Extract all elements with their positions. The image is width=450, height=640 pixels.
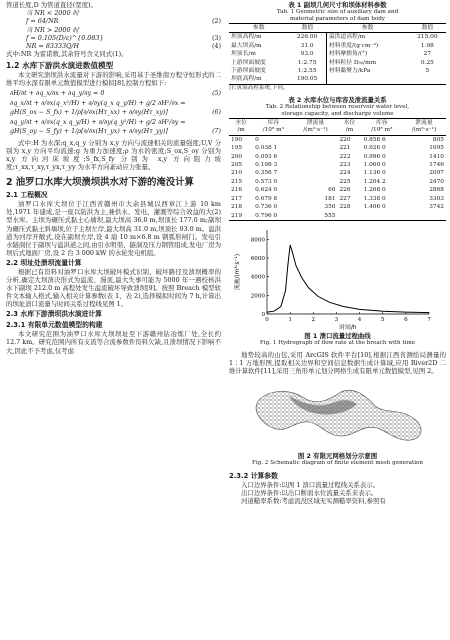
table2-cell [293, 178, 337, 186]
top-text: 管道长度,D 为管道直径(宽度)。 [6, 1, 97, 9]
table2-cell: 0.624 0 [255, 187, 278, 194]
equation-number: (5) [212, 90, 221, 98]
table2-row [229, 135, 446, 144]
table2-row [229, 195, 446, 203]
table2-cell: 218 [231, 204, 243, 211]
params-line-3: 河道糙率系数:考虑流没区域无实测糙率资料,参照有 [241, 497, 386, 506]
figure2-caption: 图 2 有限元网格划分示意图 [297, 452, 378, 461]
equation-row [6, 118, 221, 128]
table1-row [229, 59, 446, 67]
table2-header [337, 118, 361, 135]
table1-cell: 1:2.55 [297, 68, 317, 75]
table2-cell: 350 [324, 204, 336, 211]
table2-cell: 0.679 8 [255, 195, 278, 202]
section-2-3-1-title: 2.3.1 有限单元数值模型的构建 [6, 321, 103, 330]
x-tick-label: 7 [427, 316, 431, 323]
table2-cell: 226 [339, 187, 351, 194]
table1-cell: 下游坝面坡度 [231, 68, 266, 75]
table2-cell: 216 [231, 187, 243, 194]
table2-cell: 0.858 6 [363, 136, 386, 143]
table1-cell: 1:2.75 [297, 59, 317, 66]
table2-cell [362, 212, 402, 221]
table1-cell: 上游坝面坡度 [231, 59, 266, 66]
table1-cell: 31.0 [300, 42, 314, 49]
table1-cell: 材料重度/(g·cm⁻³) [326, 42, 408, 50]
hydrograph-chart [229, 224, 446, 332]
table1-cell: 最大坝高/m [231, 42, 262, 49]
table1-cell: 溢洪道高程/m [326, 33, 408, 42]
equation-text: ∂H/∂t + ∂q_x/∂x + ∂q_y/∂y = 0 [10, 90, 105, 98]
table1-cell: 1.98 [420, 42, 434, 49]
x-tick-label: 6 [404, 316, 408, 323]
table1-header: 参数 [326, 24, 408, 33]
table2-row [229, 153, 446, 161]
table2-cell [293, 144, 337, 152]
table2-cell: 0.996 0 [363, 153, 386, 160]
table1-cell [326, 75, 408, 84]
y-tick-label: 8000 [250, 237, 265, 244]
table2-cell: 181 [324, 195, 336, 202]
x-axis-label: 时间/h [339, 324, 357, 331]
table2-header-part: /10⁸ m³ [262, 126, 284, 133]
table2-header [253, 118, 293, 135]
table2-row [229, 161, 446, 169]
table1-cell: 215.00 [417, 34, 438, 41]
table2-header-part: /(m³·s⁻¹) [411, 126, 437, 133]
table2-cell: 1.060 0 [363, 162, 386, 169]
right-column [229, 0, 446, 505]
y-tick-label: 6000 [250, 255, 265, 262]
section-1-2-paragraph: 本文研究溃坝洪水流量对下游的影响,采用基于圣维南方程守恒形式的二维平均水深有限单元数值模型进行模拟[8],控制方程如下: [6, 71, 221, 88]
x-tick-label: 4 [357, 316, 362, 323]
table2 [229, 118, 446, 221]
table2-cell: 215 [231, 178, 243, 185]
table2-cell [293, 169, 337, 177]
section-2-2-title: 2.2 坝址处溃坝流量计算 [6, 258, 82, 267]
table1-row [229, 75, 446, 84]
table2-header [229, 118, 253, 135]
section-1-2-title: 1.2 水库下游洪水演进数值模型 [6, 61, 114, 71]
table2-cell [293, 153, 337, 161]
finite-element-mesh-figure [229, 378, 446, 452]
table2-title: 表 2 水库水位与库容及泄流量关系 [288, 95, 387, 104]
section-2-3-title: 2.3 水库下游溃坝洪水演进计算 [6, 310, 102, 319]
table1-cell: 材料黏聚力/kPa [326, 67, 408, 75]
section-2-title: 2 油罗口水库大坝溃坝洪水对下游的淹没计算 [6, 177, 194, 189]
equation-row [6, 99, 221, 109]
table2-row [229, 186, 446, 194]
section-2-2-paragraph: 根据已有资料对油罗口水库大坝破坏模式识别、破坏路径及溃坝概率的分析,确定大坝溃决形式为溢流、漫顶,最大失事可能为 5000 年一遇校核洪水下副坝 212.0 m 高程处发生溢流破坏导致溃坝[9]。按照 Breach 模型软件文本输入格式,输入相关计算参数(表 1、表 2),选择模拟时间为 7 h,计算出的坝址溃口流量与时间关系过程线见图 1。 [6, 267, 221, 309]
equation-row [6, 127, 221, 137]
table2-cell: 2868 [429, 187, 444, 194]
y-axis-label: 流量/(m³·s⁻¹) [235, 253, 241, 291]
table2-cell: 1.338 0 [363, 195, 386, 202]
table2-cell [402, 212, 446, 221]
x-tick-label: 0 [265, 316, 269, 323]
x-tick-label: 1 [288, 316, 292, 323]
table2-cell: 0.093 6 [255, 153, 278, 160]
table2-cell: 0.796 0 [253, 212, 293, 221]
equation-text: 当 NR > 2000 时 [26, 25, 79, 34]
figure1-caption: 图 1 溃口流量过程曲线 [304, 331, 371, 340]
equation-b-note: 式中:H 为水深;q_x,q_y 分别为 x,y 方向与流速相关的流量强度;U,V 分别为 x,y 方向平均流速;g 为重力加速度;ρ 为水的密度;S_ox,S_oy 分别为 x,y 方向河床坡度;S_fx,S_fy 分别为 x,y 方向阻力坡度;τ_xx,τ_xy,τ_yx,τ_yy 为水平方向紊动应力张量。 [6, 138, 221, 172]
table2-header [402, 118, 446, 135]
equation-text: NR = 83333Q/H [26, 41, 80, 50]
table1-cell: 226.00 [296, 34, 318, 41]
equation-number: (3) [211, 33, 221, 42]
table2-header-part: 水位 [343, 119, 356, 126]
table1-cell: 坝顶长/m [231, 51, 256, 58]
section-2-3-2-title: 2.3.2 计算参数 [229, 472, 278, 481]
table1-note: 注:黄海高程系统,下同。 [229, 84, 289, 91]
section-2-3-1-paragraph: 本文研究范围为油罗口水库大坝坝址至下游赣州钴冶炼厂处,全长约 12.7 km。研究范围内所有支流等合流参数件资料欠缺,且溃坝情况下影响不大,因此不予考虑,仅考虑 [6, 330, 221, 355]
table1-title-en-2: material parameters of dam body [290, 16, 385, 22]
table2-cell: 227 [339, 195, 351, 202]
table2-cell: 205 [231, 162, 243, 169]
table2-cell [337, 212, 361, 221]
table2-cell: 1410 [429, 153, 444, 160]
equation-number: (6) [212, 109, 221, 117]
table2-cell: 2470 [429, 178, 444, 185]
table1-cell [409, 75, 446, 84]
figure2-caption-en: Fig. 2 Schematic diagram of finite element mesh generation [252, 460, 423, 467]
table2-cell: 3742 [429, 204, 444, 211]
table2-cell: 224 [339, 170, 351, 177]
equation-text: f = 64/NR [26, 17, 59, 26]
y-tick-label: 0 [261, 311, 265, 318]
table2-cell: 3303 [429, 195, 444, 202]
y-tick-label: 2000 [250, 293, 265, 300]
left-column [6, 0, 221, 355]
table2-cell: 0.038 1 [255, 145, 278, 152]
table2-cell [293, 161, 337, 169]
table1-row [229, 33, 446, 42]
figure1-caption-en: Fig. 1 Hydrograph of flow rate at the breach with time [259, 339, 416, 346]
table2-cell: 1746 [429, 162, 444, 169]
table2-header-part: 库容 [375, 119, 388, 126]
x-tick-label: 3 [334, 316, 339, 323]
table2-cell: 1.268 0 [363, 187, 386, 194]
table1-cell: 坝顶高程/m [231, 34, 262, 41]
table2-cell: 210 [231, 170, 243, 177]
table2-header-part: 泄流量 [415, 119, 433, 126]
table1-cell: 0.25 [420, 59, 434, 66]
table1-cell: 93.0 [300, 51, 314, 58]
params-line-1: 入口边界条件:以图 1 溃口流量过程线关系表示。 [241, 481, 380, 490]
table2-title-en-1: Tab. 2 Relationship between reservoir water level, [265, 103, 410, 110]
table1-header: 参数 [229, 24, 288, 33]
table2-header-part: /m [237, 126, 245, 133]
table2-cell: 228 [339, 204, 351, 211]
table2-cell: 219 [229, 212, 253, 221]
table2-row [229, 169, 446, 177]
table1-header: 数值 [288, 24, 326, 33]
table2-cell: 0 [255, 136, 259, 143]
table2-cell: 1.406 0 [363, 204, 386, 211]
table2-header-part: /10⁸ m³ [371, 126, 393, 133]
equation-number: (2) [211, 17, 221, 26]
table2-cell: 222 [339, 153, 351, 160]
equation-row [6, 26, 221, 34]
table1-header: 数值 [409, 24, 446, 33]
table2-cell: 2097 [429, 170, 444, 177]
x-tick-label: 5 [380, 316, 385, 323]
equation-row [6, 108, 221, 118]
table2-header-part: /(m³·s⁻¹) [303, 126, 328, 133]
equation-text: ∂q_x/∂t + ∂/∂x(q_x²/H) + ∂/∂y(q_x q_y/H) + g/2 ∂H²/∂x = [10, 99, 186, 107]
table2-cell: 1095 [429, 145, 444, 152]
table2-header-part: 泄流量 [306, 119, 325, 126]
section-2-1-title: 2.1 工程概况 [6, 191, 48, 200]
table2-cell: 60 [328, 187, 336, 194]
x-tick-label: 2 [311, 316, 316, 323]
table2-cell: 1.204 2 [363, 178, 386, 185]
equations-a [6, 9, 221, 50]
table1-cell: 材料摩擦角/(°) [326, 50, 408, 58]
table2-cell: 221 [339, 145, 351, 152]
equation-row [6, 17, 221, 25]
table2-cell: 0.573 0 [255, 178, 278, 185]
table2-cell [293, 135, 337, 144]
table2-row [229, 178, 446, 186]
table2-cell: 220 [339, 136, 351, 143]
table2-cell: 0.736 0 [255, 204, 278, 211]
table2-cell: 223 [339, 162, 351, 169]
table2-cell: 225 [339, 178, 351, 185]
table2-header [293, 118, 337, 135]
table2-cell: 0.356 7 [255, 170, 278, 177]
table2-row [229, 203, 446, 211]
table2-cell: 200 [231, 153, 243, 160]
table2-cell: 805 [432, 136, 444, 143]
table1-row [229, 67, 446, 75]
table2-cell: 0.926 0 [363, 145, 386, 152]
table1-cell: 190.05 [288, 75, 326, 84]
equation-text: 当 NR < 2000 时 [26, 9, 79, 18]
equation-text: gH(S_ox − S_fx) + 1/ρ[∂/∂x(Hτ_xx) + ∂/∂y(Hτ_xy)] [10, 109, 168, 117]
equation-row [6, 42, 221, 50]
table1-row [229, 42, 446, 50]
table2-header-part: 库容 [267, 119, 280, 126]
table2-cell: 555 [293, 212, 337, 221]
table2-row [229, 212, 446, 221]
table2-header-part: 水位 [235, 119, 247, 126]
table2-cell: 190 [231, 136, 243, 143]
params-line-2: 出口边界条件:以出口断面水位流量关系来表示。 [241, 489, 378, 498]
mesh-paragraph: 地势较高的山包,采用 ArcGIS 软件平台[10],根据江西省测绘局测量的 1∶1 万地形图,提取相关边界和空间信息数据生成计算域,应用 River2D 二维计算软件[11],采用三角形单元划分网格生成有限单元数值模型,见图 2。 [229, 350, 446, 376]
equation-row [6, 34, 221, 42]
y-tick-label: 4000 [250, 274, 265, 281]
flow-series-line [267, 245, 429, 313]
table2-header-part: /m [345, 126, 354, 133]
equation-text: gH(S_oy − S_fy) + 1/ρ[∂/∂x(Hτ_yx) + ∂/∂y(Hτ_yy)] [10, 128, 168, 136]
table1-title-en-1: Tab. 1 Geometric size of auxiliary dam and [276, 9, 399, 15]
table2-cell: 1.136 0 [363, 170, 386, 177]
table2-header [362, 118, 402, 135]
equation-note: 式中:NR 为雷诺数,其余符号含义同式(1)。 [6, 50, 128, 59]
table2-row [229, 144, 446, 152]
table1-title: 表 1 副坝几何尺寸和坝体材料参数 [288, 1, 387, 9]
section-2-1-paragraph: 油罗口水库大坝位于江西省赣州市大余县城以西章江上游 10 km 处,1971 年建成,是一座以防洪为主,兼供水、发电、灌溉等综合效益的大(2)型水库。主坝为碾压式黏土心墙坝,最大坝高 36.0 m,坝顶长 177.0 m;副坝为碾压式黏土斜墙坝,位于主坝左岸,最大坝高 31.0 m,坝顶长 93.0 m。溢洪道为河岸开敞式,设在副坝左岸,设 4 扇 10 m×6.8 m 钢弧形闸门。发电引水隧洞位于副坝与溢洪道之间,由引水明渠、隧洞及压力钢管组成,发电厂房为坝后式地面厂房,设 2 台 3 000 kW 的水轮发电机组。 [6, 200, 221, 257]
table1-cell: 27 [423, 51, 432, 58]
table1-row [229, 50, 446, 58]
equation-number: (4) [211, 41, 221, 50]
equation-row [6, 9, 221, 17]
table1-cell: 5 [425, 68, 430, 75]
table1 [229, 23, 446, 85]
table2-title-en-2: storage capacity, and discharge volume [281, 110, 394, 117]
equation-text: ∂q_y/∂t + ∂/∂x(q_x q_y/H) + ∂/∂y(q_y²/H) + g/2 ∂H²/∂y = [10, 118, 186, 126]
table2-cell: 195 [231, 145, 243, 152]
table1-cell: 坝底高程/m [229, 75, 288, 84]
equations-b [6, 89, 221, 137]
equation-row [6, 89, 221, 99]
table1-cell: 材料粒径 D₅₀/mm [326, 59, 408, 67]
equation-text: f = 0.105(D/ε)^{0.083} [26, 33, 104, 42]
mesh-domain-shape [256, 390, 421, 440]
table2-cell: 0.198 3 [255, 162, 278, 169]
table2-cell: 217 [231, 195, 243, 202]
equation-number: (7) [212, 128, 221, 136]
